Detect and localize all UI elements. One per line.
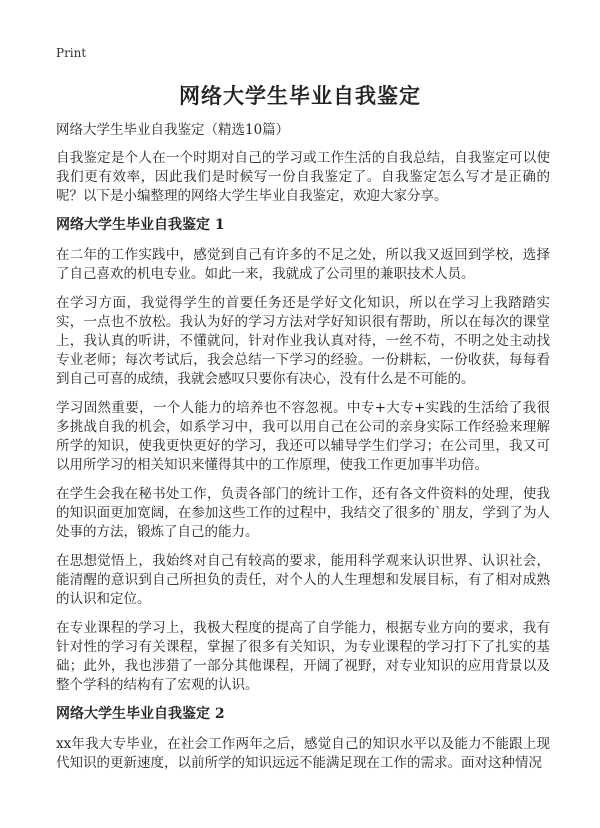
paragraph: 在思想觉悟上，我始终对自己有较高的要求，能用科学观来认识世界、认识社会，能清醒的意识到自己所担负的责任，对个人的人生理想和发展目标，有了相对成熟的认识和定位。 [56, 553, 550, 607]
section-heading: 网络大学生毕业自我鉴定 1 [56, 217, 225, 233]
paragraph: xx年我大专毕业，在社会工作两年之后，感觉自己的知识水平以及能力不能跟上现代知识的更新速度，以前所学的知识远远不能满足现在工作的需求。面对这种情况 [56, 736, 550, 771]
paragraph: 在学习方面，我觉得学生的首要任务还是学好文化知识，所以在学习上我踏踏实实，一点也不放松。我认为好的学习方法对学好知识很有帮助，所以在每次的课堂上，我认真的听讲，不懂就问，针对作业我认真对待，一丝不苟，不明之处主动找专业老师；每次考试后，我会总结一下学习的经验。一份耕耘，一份收获，每每看到自己可喜的成绩，我就会感叹只要你有决心，没有什么是不可能的。 [56, 295, 550, 387]
page-title: 网络大学生毕业自我鉴定 [179, 83, 421, 108]
print-link[interactable]: Print [56, 46, 87, 60]
intro-paragraph: 自我鉴定是个人在一个时期对自己的学习或工作生活的自我总结，自我鉴定可以使我们更有效率，因此我们是时候写一份自我鉴定了。自我鉴定怎么写才是正确的呢？以下是小编整理的网络大学生毕业自我鉴定，欢迎大家分享。 [56, 150, 550, 204]
paragraph: 在二年的工作实践中，感觉到自己有许多的不足之处，所以我又返回到学校，选择了自己喜欢的机电专业。如此一来，我就成了公司里的兼职技术人员。 [56, 247, 550, 282]
section-heading: 网络大学生毕业自我鉴定 2 [56, 706, 225, 722]
paragraph: 在学生会我在秘书处工作，负责各部门的统计工作，还有各文件资料的处理，使我的知识面更加宽阔，在参加这些工作的过程中，我结交了很多的`朋友，学到了为人处事的方法，锻炼了自己的能力。 [56, 486, 550, 540]
paragraph: 学习固然重要，一个人能力的培养也不容忽视。中专+大专+实践的生活给了我很多挑战自我的机会，如系学习中，我可以用自己在公司的亲身实际工作经验来理解所学的知识，使我更快更好的学习，我还可以辅导学生们学习；在公司里，我又可以用所学习的相关知识来懂得其中的工作原理，使我工作更加事半功倍。 [56, 400, 550, 473]
document-body [56, 121, 550, 783]
paragraph: 在专业课程的学习上，我极大程度的提高了自学能力，根据专业方向的要求，我有针对性的学习有关课程，掌握了很多有关知识，为专业课程的学习打下了扎实的基础；此外，我也涉猎了一部分其他课程，开阔了视野，对专业知识的应用背景以及整个学科的结构有了宏观的认识。 [56, 620, 550, 693]
document-subtitle: 网络大学生毕业自我鉴定（精选10篇） [56, 122, 290, 138]
